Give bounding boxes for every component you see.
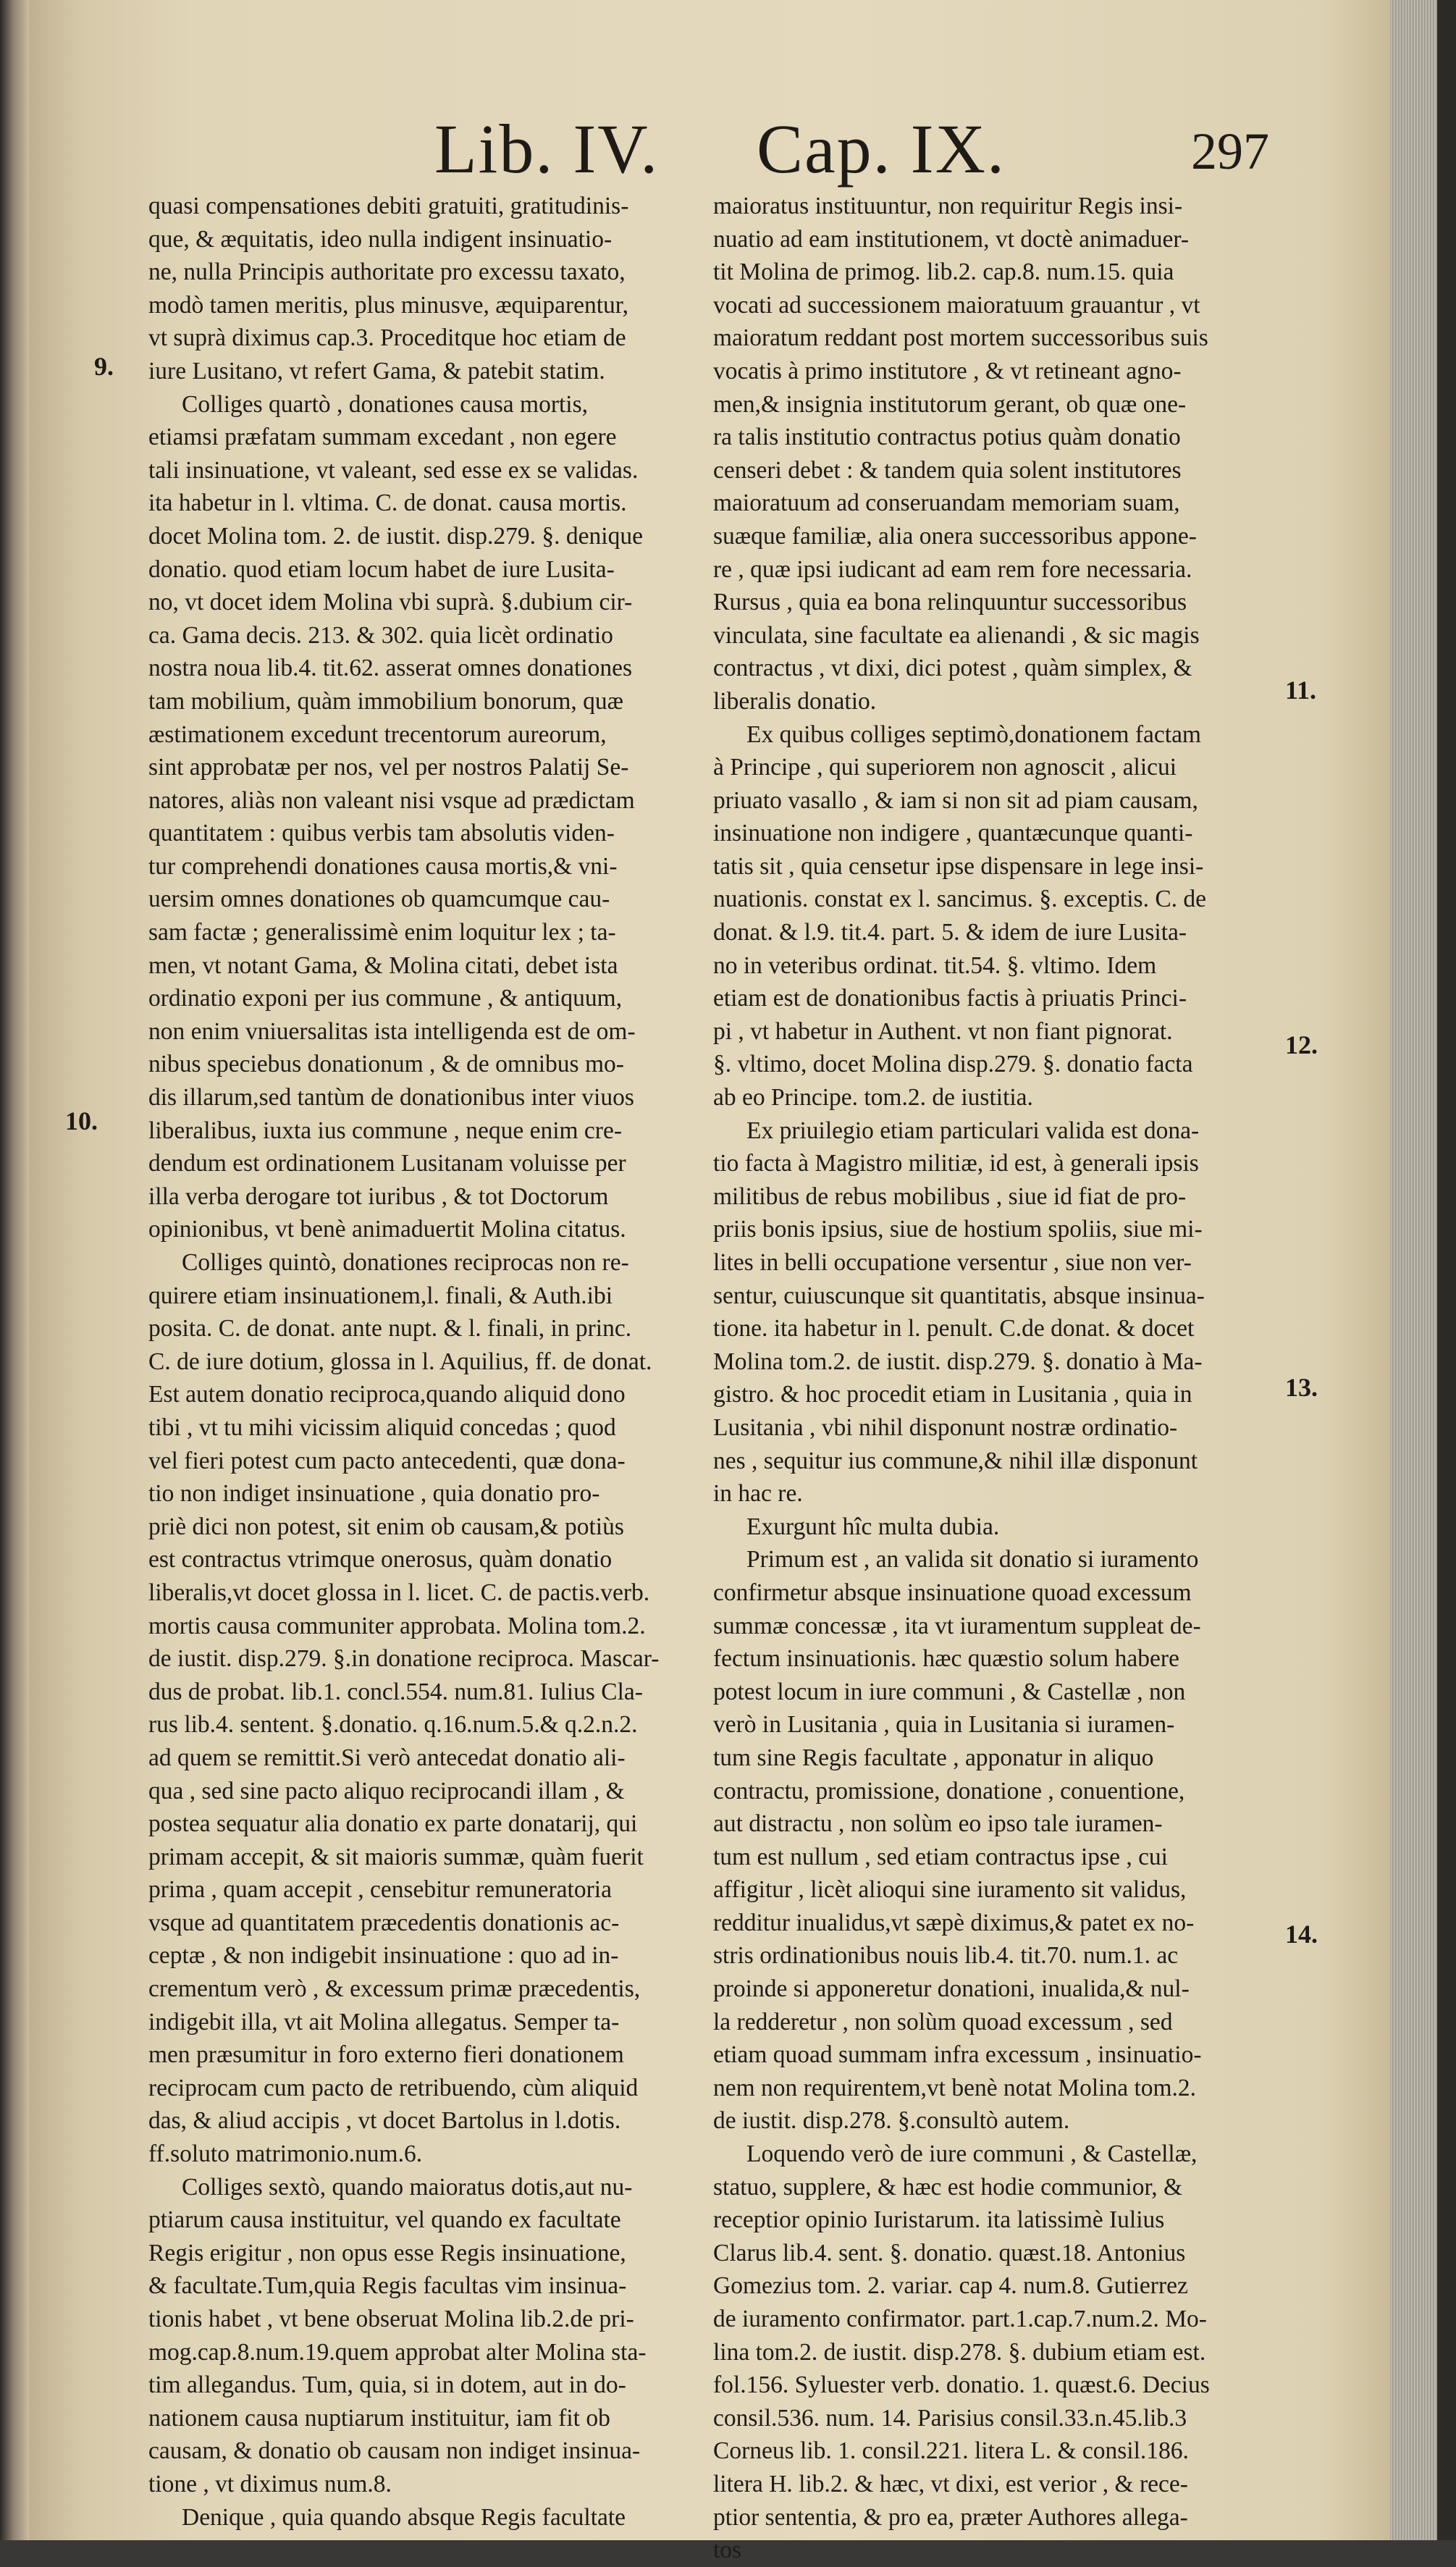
text-line: la redderetur , non solùm quoad excessum , sed [713, 2008, 1173, 2035]
text-line: modò tamen meritis, plus minusve, æquiparentur, [148, 291, 628, 319]
text-line: que, & æquitatis, ideo nulla indigent insinuatio- [148, 225, 613, 253]
text-line: crementum verò , & excessum primæ præcedentis, [148, 1975, 641, 2003]
text-line: donatio. quod etiam locum habet de iure Lusita- [148, 555, 615, 583]
text-line: lina tom.2. de iustit. disp.278. §. dubium etiam est. [713, 2338, 1206, 2366]
text-line: ita habetur in l. vltima. C. de donat. causa mortis. [148, 490, 627, 517]
text-line: ptiarum causa instituitur, vel quando ex facultate [148, 2206, 621, 2234]
text-line: tam mobilium, quàm immobilium bonorum, quæ [148, 687, 624, 715]
text-line: verò in Lusitania , quia in Lusitania si iuramen- [713, 1711, 1175, 1739]
text-line: de iustit. disp.279. §.in donatione reciproca. Mascar- [148, 1645, 660, 1673]
text-line: censeri debet : & tandem quia solent institutores [713, 456, 1182, 484]
adjacent-page-edge [0, 0, 29, 2540]
text-line: æstimationem excedunt trecentorum aureorum, [148, 720, 607, 748]
text-line: fol.156. Syluester verb. donatio. 1. quæst.6. Decius [713, 2371, 1210, 2399]
text-line: tibi , vt tu mihi vicissim aliquid concedas ; quod [148, 1413, 616, 1441]
text-line: de iustit. disp.278. §.consultò autem. [713, 2107, 1070, 2135]
text-line: lites in belli occupatione versentur , siue non ver- [713, 1249, 1192, 1276]
text-line: tum est nullum , sed etiam contractus ipse , cui [713, 1843, 1168, 1870]
text-line: ptior sententia, & pro ea, præter Authores allega- [713, 2503, 1188, 2531]
text-line: uersim omnes donationes ob quamcumque cau- [148, 886, 610, 913]
text-line: tionis habet , vt bene obseruat Molina lib.2.de pri- [148, 2306, 634, 2332]
text-line: nibus speciebus donationum , & de omnibus mo- [148, 1051, 624, 1078]
text-line: dus de probat. lib.1. concl.554. num.81. Iulius Cla- [148, 1678, 643, 1705]
text-line: Colliges quartò , donationes causa mortis, [182, 390, 589, 418]
text-line: men, vt notant Gama, & Molina citati, debet ista [148, 951, 618, 979]
text-line: vocati ad successionem maioratuum grauantur , vt [713, 291, 1200, 319]
text-line: nostra noua lib.4. tit.62. asserat omnes donationes [148, 655, 633, 682]
text-line: ordinatio exponi per ius commune , & antiquum, [148, 985, 623, 1012]
page-number: 297 [1191, 122, 1269, 180]
text-line: mortis causa communiter approbata. Molina tom.2. [148, 1612, 646, 1639]
text-line: etiamsi præfatam summam excedant , non egere [148, 424, 617, 451]
margin-number-14: 14. [1285, 1920, 1318, 1949]
margin-number-13: 13. [1285, 1373, 1318, 1402]
text-line: primam accepit, & sit maioris summæ, quàm fuerit [148, 1843, 644, 1870]
text-line: redditur inualidus,vt sæpè diximus,& patet ex no- [713, 1909, 1195, 1936]
text-line: tum sine Regis facultate , apponatur in aliquo [713, 1744, 1154, 1771]
text-line: §. vltimo, docet Molina disp.279. §. donatio facta [713, 1051, 1193, 1078]
text-line: Colliges sextò, quando maioratus dotis,aut nu- [182, 2173, 633, 2201]
chapter-number: Cap. IX. [757, 110, 1006, 188]
text-line: nuationis. constat ex l. sancimus. §. exceptis. C. de [713, 886, 1207, 913]
text-line: insinuatione non indigere , quantæcunque quanti- [713, 820, 1193, 847]
text-line: quirere etiam insinuationem,l. finali, & Auth.ibi [148, 1282, 613, 1309]
text-line: qua , sed sine pacto aliquo reciprocandi illam , & [148, 1777, 625, 1805]
text-line: posita. C. de donat. ante nupt. & l. finali, in princ. [148, 1315, 632, 1343]
text-line: Rursus , quia ea bona relinquuntur successoribus [713, 589, 1187, 616]
book-page [29, 0, 1390, 2564]
text-line: receptior opinio Iuristarum. ita latissimè Iulius [713, 2206, 1165, 2234]
text-line: summæ concessæ , ita vt iuramentum suppleat de- [713, 1612, 1201, 1639]
text-line: re , quæ ipsi iudicant ad eam rem fore necessaria. [713, 555, 1192, 583]
text-line: est contractus vtrimque onerosus, quàm donatio [148, 1546, 613, 1574]
text-line: ne, nulla Principis authoritate pro excessu taxato, [148, 259, 626, 286]
text-line: confirmetur absque insinuatione quoad excessum [713, 1579, 1192, 1606]
text-line: statuo, supplere, & hæc est hodie communior, & [713, 2173, 1183, 2201]
right-text-column [713, 190, 1271, 2567]
text-line: tali insinuatione, vt valeant, sed esse ex se validas. [148, 456, 639, 484]
text-line: maioratus instituuntur, non requiritur Regis insi- [713, 193, 1183, 219]
text-line: priè dici non potest, sit enim ob causam,& potiùs [148, 1513, 624, 1540]
text-line: contractus , vt dixi, dici potest , quàm simplex, & [713, 655, 1192, 682]
text-line: de iuramento confirmator. part.1.cap.7.num.2. Mo- [713, 2306, 1207, 2332]
text-line: nem non requirentem,vt benè notat Molina tom.2. [713, 2074, 1197, 2101]
text-line: Ex priuilegio etiam particulari valida est dona- [746, 1117, 1200, 1144]
text-line: Exurgunt hîc multa dubia. [746, 1513, 1000, 1540]
text-line: vel fieri potest cum pacto antecedenti, quæ dona- [148, 1447, 626, 1474]
text-line: opinionibus, vt benè animaduertit Molina citatus. [148, 1216, 626, 1243]
text-line: Colliges quintò, donationes reciprocas non re- [182, 1249, 629, 1276]
text-line: vinculata, sine facultate ea alienandi , & sic magis [713, 621, 1200, 649]
text-line: militibus de rebus mobilibus , siue id fiat de pro- [713, 1182, 1187, 1210]
text-line: ca. Gama decis. 213. & 302. quia licèt ordinatio [148, 621, 613, 649]
text-line: nes , sequitur ius commune,& nihil illæ disponunt [713, 1447, 1198, 1474]
text-line: etiam est de donationibus factis à priuatis Princi- [713, 985, 1187, 1012]
text-line: mog.cap.8.num.19.quem approbat alter Molina sta- [148, 2338, 647, 2366]
text-line: Lusitania , vbi nihil disponunt nostræ ordinatio- [713, 1413, 1178, 1441]
background-shadow [1437, 0, 1456, 2540]
text-line: no, vt docet idem Molina vbi suprà. §.dubium cir- [148, 589, 633, 616]
text-line: aut distractu , non solùm eo ipso tale iuramen- [713, 1810, 1163, 1838]
text-line: illa verba derogare tot iuribus , & tot Doctorum [148, 1182, 609, 1210]
text-line: ceptæ , & non indigebit insinuatione : quo ad in- [148, 1942, 619, 1970]
text-line: Corneus lib. 1. consil.221. litera L. & consil.186. [713, 2437, 1189, 2465]
text-line: etiam quoad summam infra excessum , insinuatio- [713, 2041, 1202, 2069]
text-line: natores, aliàs non valeant nisi vsque ad prædictam [148, 786, 635, 814]
text-line: vsque ad quantitatem præcedentis donationis ac- [148, 1909, 620, 1936]
text-line: docet Molina tom. 2. de iustit. disp.279. §. denique [148, 522, 643, 550]
text-line: Denique , quia quando absque Regis facultate [182, 2503, 626, 2531]
text-line: tim allegandus. Tum, quia, si in dotem, aut in do- [148, 2371, 626, 2399]
text-line: maioratuum ad conseruandam memoriam suam, [713, 490, 1180, 517]
text-line: vt suprà diximus cap.3. Proceditque hoc etiam de [148, 324, 626, 352]
text-line: Clarus lib.4. sent. §. donatio. quæst.18. Antonius [713, 2239, 1186, 2266]
text-line: proinde si apponeretur donationi, inualida,& nul- [713, 1975, 1190, 2003]
text-line: C. de iure dotium, glossa in l. Aquilius, ff. de donat. [148, 1348, 652, 1375]
text-line: reciprocam cum pacto de retribuendo, cùm aliquid [148, 2074, 639, 2101]
text-line: litera H. lib.2. & hæc, vt dixi, est verior , & rece- [713, 2470, 1188, 2497]
text-line: postea sequatur alia donatio ex parte donatarij, qui [148, 1810, 638, 1838]
text-line: sam factæ ; generalissimè enim loquitur lex ; ta- [148, 919, 616, 946]
text-line: no in veteribus ordinat. tit.54. §. vltimo. Idem [713, 951, 1157, 979]
text-line: ff.soluto matrimonio.num.6. [148, 2140, 423, 2168]
text-line: liberalis,vt docet glossa in l. licet. C. de pactis.verb. [148, 1579, 650, 1606]
text-line: iure Lusitano, vt refert Gama, & patebit statim. [148, 357, 605, 385]
text-line: Ex quibus colliges septimò,donationem factam [746, 720, 1201, 748]
text-line: contractu, promissione, donatione , conuentione, [713, 1777, 1185, 1805]
text-line: fectum insinuationis. hæc quæstio solum habere [713, 1645, 1179, 1673]
text-line: rus lib.4. sentent. §.donatio. q.16.num.5.& q.2.n.2. [148, 1711, 638, 1739]
text-line: tur comprehendi donationes causa mortis,& vni- [148, 852, 618, 880]
text-line: sint approbatæ per nos, vel per nostros Palatij Se- [148, 754, 629, 781]
text-line: maioratum reddant post mortem successoribus suis [713, 324, 1208, 352]
text-line: tos [713, 2537, 742, 2564]
text-line: in hac re. [713, 1480, 803, 1508]
text-line: vocatis à primo institutore , & vt retineant agno- [713, 357, 1182, 385]
text-line: men præsumitur in foro externo fieri donationem [148, 2041, 624, 2069]
margin-number-9: 9. [94, 352, 114, 381]
text-line: non enim vniuersalitas ista intelligenda est de om- [148, 1017, 636, 1045]
text-line: ra talis institutio contractus potius quàm donatio [713, 424, 1181, 451]
text-line: tit Molina de primog. lib.2. cap.8. num.15. quia [713, 259, 1174, 286]
text-line: priis bonis ipsius, siue de hostium spoliis, siue mi- [713, 1216, 1203, 1243]
text-line: quasi compensationes debiti gratuiti, gratitudinis- [148, 193, 629, 219]
text-line: gistro. & hoc procedit etiam in Lusitania , quia in [713, 1381, 1192, 1408]
text-line: & facultate.Tum,quia Regis facultas vim insinua- [148, 2272, 627, 2300]
text-line: donat. & l.9. tit.4. part. 5. & idem de iure Lusita- [713, 919, 1187, 946]
text-line: causam, & donatio ob causam non indiget insinua- [148, 2437, 641, 2465]
text-line: indigebit illa, vt ait Molina allegatus. Semper ta- [148, 2008, 620, 2035]
text-line: quantitatem : quibus verbis tam absolutis viden- [148, 820, 615, 847]
margin-number-12: 12. [1285, 1030, 1318, 1059]
text-line: Primum est , an valida sit donatio si iuramento [746, 1546, 1199, 1574]
text-line: ad quem se remittit.Si verò antecedat donatio ali- [148, 1744, 626, 1771]
running-head [29, 87, 1390, 188]
text-line: men,& insignia institutorum gerant, ob quæ one- [713, 390, 1187, 418]
margin-number-10: 10. [65, 1106, 98, 1135]
text-line: das, & aliud accipis , vt docet Bartolus in l.dotis. [148, 2107, 621, 2135]
text-line: tione. ita habetur in l. penult. C.de donat. & docet [713, 1315, 1195, 1343]
text-line: nationem causa nuptiarum instituitur, iam fit ob [148, 2404, 610, 2432]
text-line: liberalis donatio. [713, 687, 877, 715]
text-line: dis illarum,sed tantùm de donationibus inter viuos [148, 1084, 634, 1112]
text-line: prima , quam accepit , censebitur remuneratoria [148, 1876, 612, 1904]
text-line: Molina tom.2. de iustit. disp.279. §. donatio à Ma- [713, 1348, 1203, 1375]
text-line: Loquendo verò de iure communi , & Castellæ, [746, 2140, 1198, 2168]
text-line: Est autem donatio reciproca,quando aliquid dono [148, 1381, 626, 1408]
left-text-column [148, 190, 684, 2534]
text-line: nuatio ad eam institutionem, vt doctè animaduer- [713, 225, 1190, 253]
text-line: stris ordinationibus nouis lib.4. tit.70. num.1. ac [713, 1942, 1179, 1970]
text-line: tio non indiget insinuatione , quia donatio pro- [148, 1480, 600, 1508]
text-line: sentur, cuiuscunque sit quantitatis, absque insinua- [713, 1282, 1205, 1309]
text-line: Gomezius tom. 2. variar. cap 4. num.8. Gutierrez [713, 2272, 1188, 2300]
margin-number-11: 11. [1285, 676, 1317, 705]
text-line: tatis sit , quia censetur ipse dispensare in lege insi- [713, 852, 1204, 880]
text-line: priuato vasallo , & iam si non sit ad piam causam, [713, 786, 1198, 814]
text-line: ab eo Principe. tom.2. de iustitia. [713, 1084, 1033, 1112]
text-line: à Principe , qui superiorem non agnoscit , alicui [713, 754, 1177, 781]
text-line: dendum est ordinationem Lusitanam voluisse per [148, 1150, 626, 1177]
text-line: tione , vt diximus num.8. [148, 2470, 392, 2497]
text-line: Regis erigitur , non opus esse Regis insinuatione, [148, 2239, 626, 2266]
text-line: affigitur , licèt alioqui sine iuramento sit validus, [713, 1876, 1187, 1904]
text-line: suæque familiæ, alia onera successoribus appone- [713, 522, 1197, 550]
text-line: consil.536. num. 14. Parisius consil.33.n.45.lib.3 [713, 2404, 1187, 2432]
text-line: liberalibus, iuxta ius commune , neque enim cre- [148, 1117, 622, 1144]
text-line: tio facta à Magistro militiæ, id est, à generali ipsis [713, 1150, 1199, 1177]
text-line: potest locum in iure communi , & Castellæ , non [713, 1678, 1186, 1705]
text-line: pi , vt habetur in Authent. vt non fiant pignorat. [713, 1017, 1173, 1045]
book-number: Lib. IV. [434, 110, 660, 188]
